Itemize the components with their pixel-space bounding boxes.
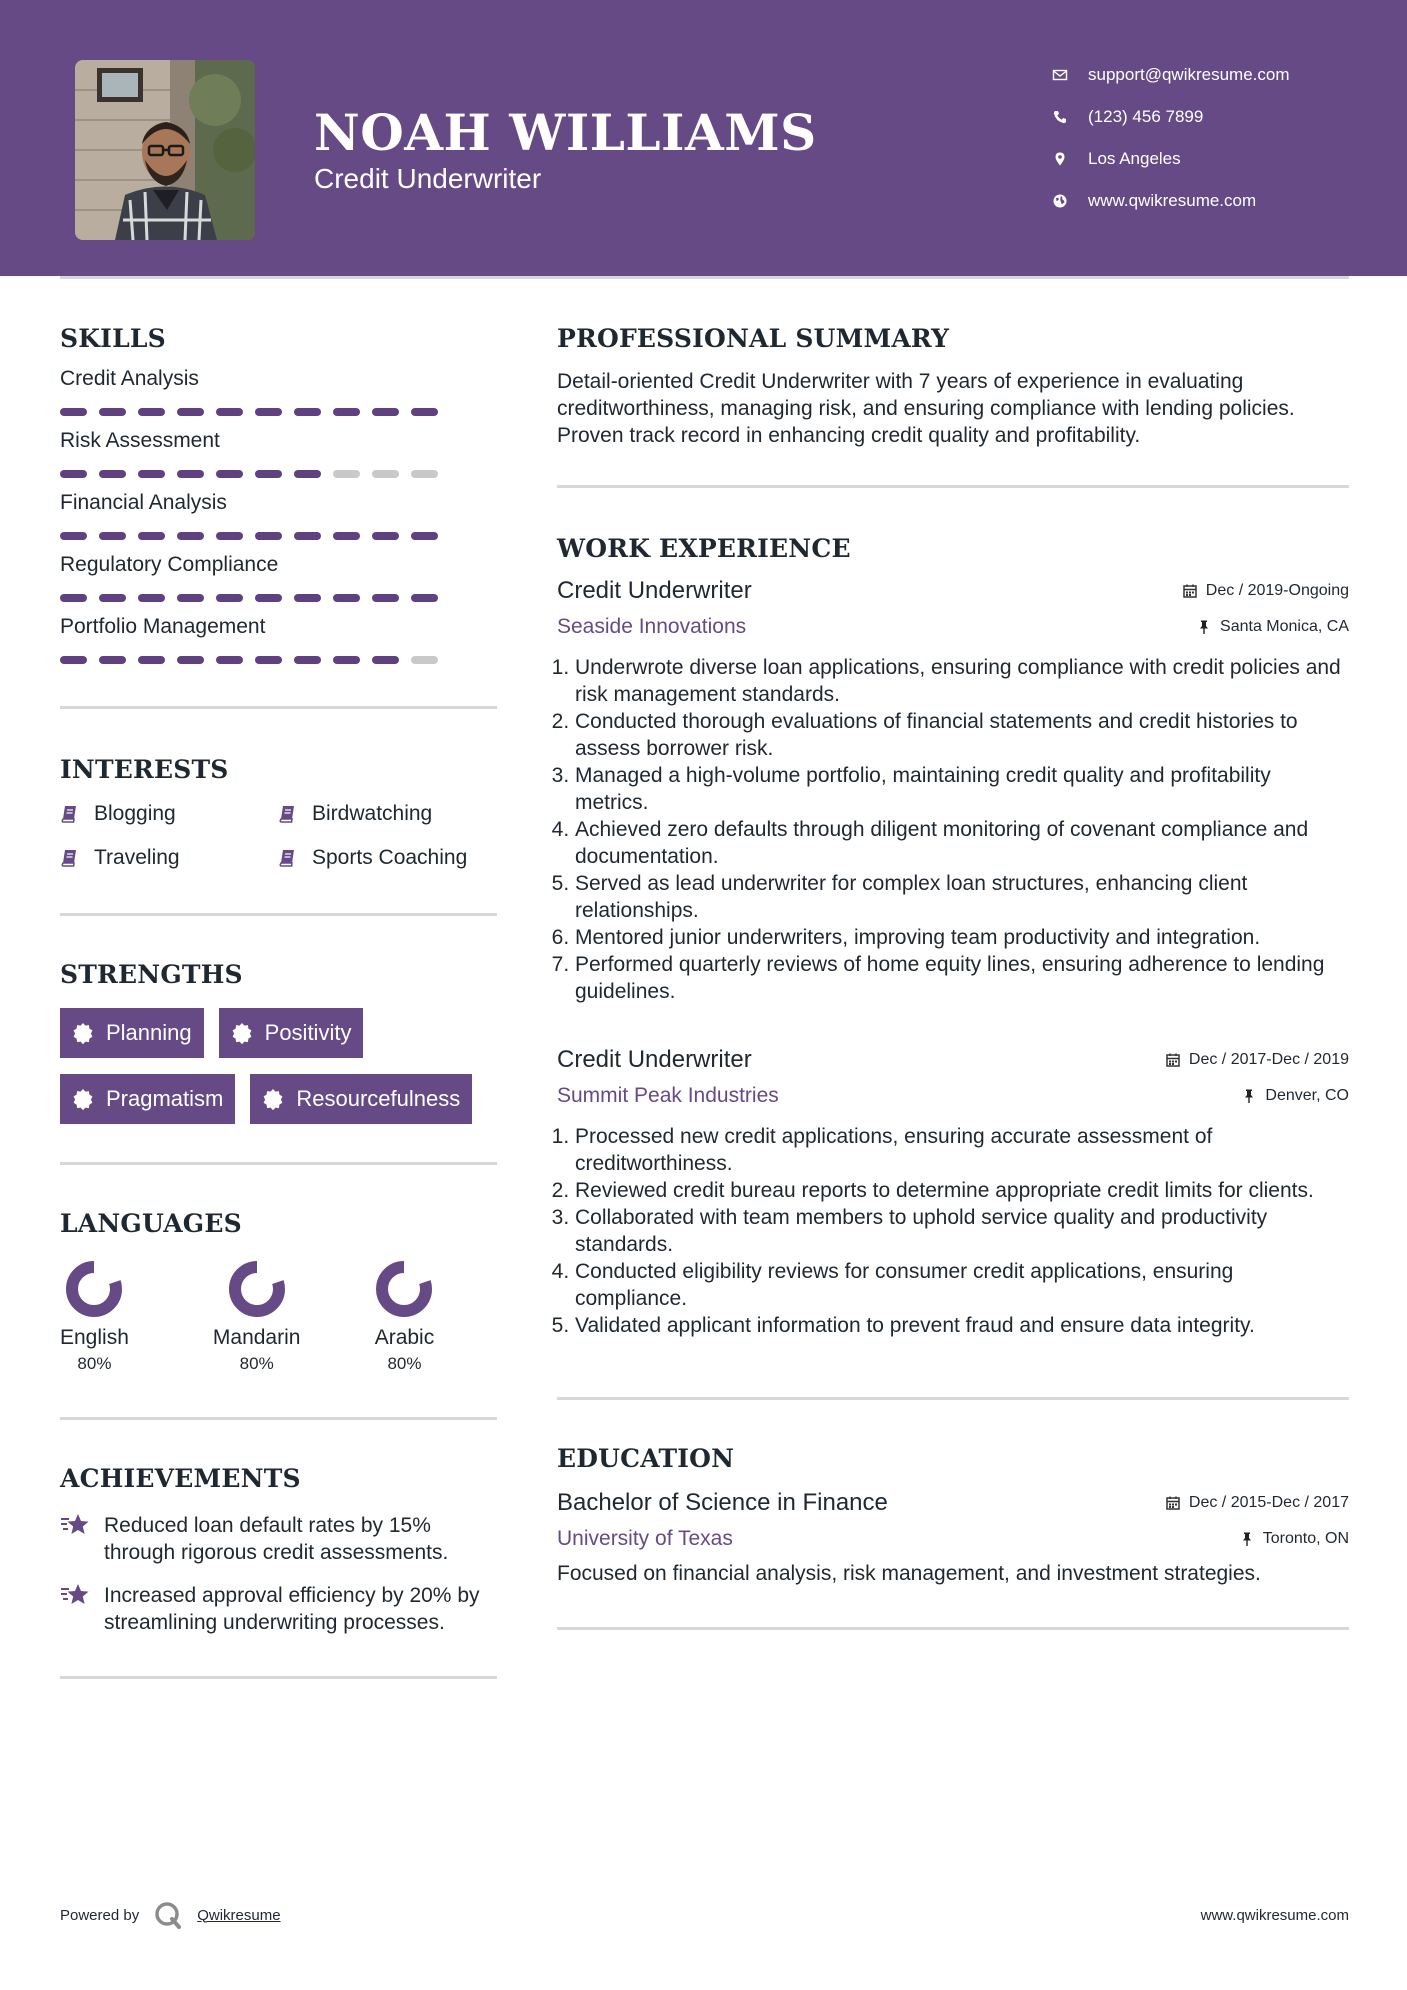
interest-label: Birdwatching bbox=[312, 802, 433, 825]
skill-level-segment bbox=[99, 470, 126, 478]
skills-list bbox=[60, 366, 497, 664]
language-name: English bbox=[60, 1326, 129, 1349]
book-icon bbox=[60, 804, 94, 824]
skill-level-segment bbox=[99, 656, 126, 664]
languages-title: LANGUAGES bbox=[60, 1209, 242, 1238]
responsibility-item: 4. Achieved zero defaults through diligent monitoring of covenant compliance and documentation. bbox=[575, 816, 1349, 870]
job-title: Credit Underwriter bbox=[557, 1046, 752, 1073]
skill-level-segment bbox=[99, 532, 126, 540]
section-divider bbox=[60, 1162, 497, 1165]
skill-level-segment bbox=[177, 656, 204, 664]
responsibility-item: 2. Reviewed credit bureau reports to determine appropriate credit limits for clients. bbox=[575, 1177, 1349, 1204]
responsibility-item: 5. Validated applicant information to prevent fraud and ensure data integrity. bbox=[575, 1312, 1349, 1339]
skill-level-segment bbox=[372, 408, 399, 416]
skill-level-segment bbox=[294, 408, 321, 416]
responsibility-item: 6. Mentored junior underwriters, improving team productivity and integration. bbox=[575, 924, 1349, 951]
job-entry bbox=[557, 1045, 1349, 1339]
skill-level-segment bbox=[99, 594, 126, 602]
language-item bbox=[374, 1259, 434, 1375]
achievements-title: ACHIEVEMENTS bbox=[60, 1464, 301, 1493]
skill-item bbox=[60, 614, 497, 664]
skill-level-segment bbox=[60, 470, 87, 478]
achievement-item bbox=[60, 1512, 497, 1566]
skill-level-segment bbox=[60, 594, 87, 602]
contact-location-text: Los Angeles bbox=[1088, 149, 1181, 168]
interest-item bbox=[278, 799, 497, 829]
book-icon bbox=[60, 848, 94, 868]
strength-tag bbox=[60, 1008, 204, 1058]
strength-tag bbox=[60, 1074, 235, 1124]
qwikresume-link[interactable]: Qwikresume bbox=[197, 1906, 281, 1924]
skill-level-segment bbox=[372, 470, 399, 478]
interest-item bbox=[60, 799, 278, 829]
badge-icon bbox=[262, 1088, 296, 1110]
languages-section bbox=[60, 1209, 497, 1375]
calendar-icon bbox=[1165, 1495, 1181, 1511]
education-date bbox=[1165, 1494, 1349, 1512]
education-school: University of Texas bbox=[557, 1527, 733, 1550]
skill-level-segment bbox=[60, 408, 87, 416]
language-percent: 80% bbox=[77, 1354, 112, 1373]
contact-email[interactable] bbox=[1050, 54, 1390, 96]
contact-website-text: www.qwikresume.com bbox=[1088, 191, 1257, 210]
book-icon bbox=[278, 848, 312, 868]
education-entry bbox=[557, 1488, 1349, 1587]
skill-name: Risk Assessment bbox=[60, 429, 220, 452]
skill-level-segment bbox=[60, 656, 87, 664]
location-pin-icon bbox=[1050, 151, 1088, 167]
skill-level-segment bbox=[216, 470, 243, 478]
pushpin-icon bbox=[1239, 1531, 1255, 1547]
strength-label: Planning bbox=[106, 1020, 192, 1045]
badge-icon bbox=[72, 1088, 106, 1110]
strengths-section bbox=[60, 960, 497, 1124]
section-divider bbox=[60, 1676, 497, 1679]
skill-level-segment bbox=[255, 594, 282, 602]
skill-level-segment bbox=[138, 656, 165, 664]
skill-level-segment bbox=[294, 594, 321, 602]
company-name: Summit Peak Industries bbox=[557, 1084, 779, 1107]
interest-item bbox=[278, 843, 497, 873]
language-item bbox=[60, 1259, 129, 1375]
skill-level-segment bbox=[177, 470, 204, 478]
skill-name: Regulatory Compliance bbox=[60, 553, 279, 576]
summary-section bbox=[557, 324, 1349, 449]
pushpin-icon bbox=[1196, 619, 1220, 635]
powered-by-label: Powered by bbox=[60, 1906, 140, 1924]
responsibility-item: 4. Conducted eligibility reviews for consumer credit applications, ensuring compliance. bbox=[575, 1258, 1349, 1312]
skill-level-segment bbox=[411, 408, 438, 416]
skill-level-segment bbox=[411, 532, 438, 540]
interest-label: Traveling bbox=[94, 846, 180, 869]
interest-item bbox=[60, 843, 278, 873]
skill-level-segment bbox=[255, 408, 282, 416]
skill-level-segment bbox=[372, 532, 399, 540]
skill-level-segment bbox=[255, 532, 282, 540]
achievements-list bbox=[60, 1512, 497, 1636]
powered-by bbox=[60, 1900, 281, 1930]
achievement-text: Increased approval efficiency by 20% by streamlining underwriting processes. bbox=[104, 1584, 480, 1634]
language-name: Mandarin bbox=[212, 1326, 301, 1349]
candidate-title: Credit Underwriter bbox=[314, 163, 542, 194]
strength-label: Resourcefulness bbox=[296, 1086, 461, 1111]
language-proficiency-ring bbox=[374, 1259, 434, 1319]
skill-level-bars bbox=[60, 532, 497, 540]
job-header bbox=[557, 576, 1349, 606]
education-description: Focused on financial analysis, risk management, and investment strategies. bbox=[557, 1562, 1261, 1585]
skill-level-segment bbox=[177, 594, 204, 602]
skill-name: Financial Analysis bbox=[60, 491, 227, 514]
education-title: EDUCATION bbox=[557, 1444, 735, 1473]
skill-level-segment bbox=[372, 656, 399, 664]
section-divider bbox=[60, 913, 497, 916]
skill-level-segment bbox=[333, 594, 360, 602]
job-date-text: Dec / 2017-Dec / 2019 bbox=[1188, 1051, 1349, 1068]
job-date bbox=[1182, 582, 1349, 600]
resume-header bbox=[0, 0, 1407, 276]
strength-tag bbox=[219, 1008, 364, 1058]
calendar-icon bbox=[1165, 1052, 1189, 1068]
job-responsibilities bbox=[557, 654, 1349, 1005]
header-divider bbox=[60, 276, 1349, 279]
job-location-text: Denver, CO bbox=[1265, 1087, 1349, 1104]
phone-icon bbox=[1050, 109, 1088, 125]
skill-level-bars bbox=[60, 594, 497, 602]
page-footer bbox=[60, 1898, 1349, 1932]
responsibility-item: 2. Conducted thorough evaluations of financial statements and credit histories to assess borrower risk. bbox=[575, 708, 1349, 762]
language-proficiency-ring bbox=[227, 1259, 287, 1319]
skill-item bbox=[60, 366, 497, 416]
strength-tag bbox=[250, 1074, 472, 1124]
star-icon bbox=[60, 1582, 104, 1608]
candidate-name: NOAH WILLIAMS bbox=[314, 103, 817, 162]
profile-photo bbox=[75, 60, 255, 240]
achievements-section bbox=[60, 1464, 497, 1636]
envelope-icon bbox=[1050, 67, 1088, 83]
globe-icon bbox=[1050, 193, 1088, 209]
skill-level-segment bbox=[411, 470, 438, 478]
contact-website[interactable] bbox=[1050, 180, 1390, 222]
skills-section bbox=[60, 324, 497, 664]
skill-level-segment bbox=[216, 656, 243, 664]
section-divider bbox=[60, 1417, 497, 1420]
language-item bbox=[213, 1259, 301, 1375]
contact-phone-text: (123) 456 7899 bbox=[1088, 107, 1204, 126]
interest-label: Blogging bbox=[94, 802, 176, 825]
skill-level-segment bbox=[333, 656, 360, 664]
job-responsibilities bbox=[557, 1123, 1349, 1339]
right-column bbox=[557, 300, 1349, 1630]
interest-label: Sports Coaching bbox=[312, 846, 468, 869]
skill-level-segment bbox=[294, 532, 321, 540]
profile-photo-illustration bbox=[75, 60, 255, 240]
interests-list bbox=[60, 799, 497, 873]
skill-level-segment bbox=[372, 594, 399, 602]
company-name: Seaside Innovations bbox=[557, 615, 747, 638]
skill-level-bars bbox=[60, 470, 497, 478]
skill-level-bars bbox=[60, 408, 497, 416]
skill-level-bars bbox=[60, 656, 497, 664]
education-section bbox=[557, 1444, 1349, 1587]
education-location-text: Toronto, ON bbox=[1262, 1530, 1349, 1547]
job-entry bbox=[557, 576, 1349, 1005]
responsibility-item: 5. Served as lead underwriter for complex loan structures, enhancing client relationships. bbox=[575, 870, 1349, 924]
section-divider bbox=[60, 706, 497, 709]
skill-level-segment bbox=[333, 470, 360, 478]
job-subheader bbox=[557, 614, 1349, 640]
achievement-item bbox=[60, 1582, 497, 1636]
education-degree: Bachelor of Science in Finance bbox=[557, 1489, 888, 1516]
strengths-title: STRENGTHS bbox=[60, 960, 243, 989]
skill-item bbox=[60, 490, 497, 540]
summary-title: PROFESSIONAL SUMMARY bbox=[557, 324, 950, 353]
skill-level-segment bbox=[138, 594, 165, 602]
interests-title: INTERESTS bbox=[60, 755, 229, 784]
strengths-list bbox=[60, 1008, 497, 1124]
badge-icon bbox=[231, 1022, 265, 1044]
languages-list bbox=[60, 1259, 497, 1375]
contact-phone[interactable] bbox=[1050, 96, 1390, 138]
education-date-text: Dec / 2015-Dec / 2017 bbox=[1188, 1494, 1349, 1511]
section-divider bbox=[557, 1627, 1349, 1630]
badge-icon bbox=[72, 1022, 106, 1044]
pushpin-icon bbox=[1241, 1088, 1265, 1104]
skill-level-segment bbox=[177, 532, 204, 540]
skill-level-segment bbox=[60, 532, 87, 540]
experience-section bbox=[557, 534, 1349, 1339]
skill-level-segment bbox=[294, 470, 321, 478]
section-divider bbox=[557, 1397, 1349, 1400]
job-location-text: Santa Monica, CA bbox=[1220, 618, 1349, 635]
qwikresume-logo-icon bbox=[153, 1900, 183, 1930]
language-name: Arabic bbox=[374, 1326, 435, 1349]
skill-level-segment bbox=[411, 594, 438, 602]
job-header bbox=[557, 1045, 1349, 1075]
responsibility-item: 3. Collaborated with team members to uphold service quality and productivity standards. bbox=[575, 1204, 1349, 1258]
skill-level-segment bbox=[138, 408, 165, 416]
contact-email-text: support@qwikresume.com bbox=[1088, 65, 1290, 84]
job-location bbox=[1196, 618, 1349, 636]
job-location bbox=[1241, 1087, 1349, 1105]
skill-level-segment bbox=[255, 656, 282, 664]
skill-level-segment bbox=[99, 408, 126, 416]
skill-name: Portfolio Management bbox=[60, 615, 266, 638]
left-column bbox=[60, 300, 497, 1679]
skill-level-segment bbox=[216, 594, 243, 602]
skill-level-segment bbox=[216, 408, 243, 416]
strength-label: Pragmatism bbox=[106, 1086, 224, 1111]
jobs-list bbox=[557, 576, 1349, 1339]
responsibility-item: 1. Underwrote diverse loan applications, ensuring compliance with credit policies and risk management standards. bbox=[575, 654, 1349, 708]
job-subheader bbox=[557, 1083, 1349, 1109]
skills-title: SKILLS bbox=[60, 324, 166, 353]
language-percent: 80% bbox=[239, 1354, 274, 1373]
experience-title: WORK EXPERIENCE bbox=[557, 534, 851, 563]
section-divider bbox=[557, 485, 1349, 488]
job-title: Credit Underwriter bbox=[557, 577, 752, 604]
language-proficiency-ring bbox=[64, 1259, 124, 1319]
calendar-icon bbox=[1182, 583, 1206, 599]
star-icon bbox=[60, 1512, 104, 1538]
skill-level-segment bbox=[294, 656, 321, 664]
job-date bbox=[1165, 1051, 1349, 1069]
skill-level-segment bbox=[177, 408, 204, 416]
skill-name: Credit Analysis bbox=[60, 367, 199, 390]
skill-level-segment bbox=[216, 532, 243, 540]
skill-level-segment bbox=[255, 470, 282, 478]
responsibility-item: 3. Managed a high-volume portfolio, maintaining credit quality and profitability metrics. bbox=[575, 762, 1349, 816]
skill-level-segment bbox=[138, 532, 165, 540]
interests-section bbox=[60, 755, 497, 873]
contact-list bbox=[1050, 54, 1390, 222]
education-location bbox=[1239, 1530, 1349, 1548]
achievement-text: Reduced loan default rates by 15% through rigorous credit assessments. bbox=[104, 1514, 449, 1564]
responsibility-item: 7. Performed quarterly reviews of home equity lines, ensuring adherence to lending guidelines. bbox=[575, 951, 1349, 1005]
strength-label: Positivity bbox=[264, 1020, 352, 1045]
footer-website-link[interactable]: www.qwikresume.com bbox=[1200, 1906, 1349, 1924]
responsibility-item: 1. Processed new credit applications, ensuring accurate assessment of creditworthiness. bbox=[575, 1123, 1349, 1177]
skill-item bbox=[60, 428, 497, 478]
skill-level-segment bbox=[138, 470, 165, 478]
skill-level-segment bbox=[411, 656, 438, 664]
skill-level-segment bbox=[333, 408, 360, 416]
summary-text: Detail-oriented Credit Underwriter with 7 years of experience in evaluating creditworthiness, managing risk, and ensuring compliance with lending policies. Proven track record in enhancing credit quality and profitability. bbox=[557, 370, 1295, 447]
skill-level-segment bbox=[333, 532, 360, 540]
job-date-text: Dec / 2019-Ongoing bbox=[1205, 582, 1349, 599]
contact-location bbox=[1050, 138, 1390, 180]
book-icon bbox=[278, 804, 312, 824]
skill-item bbox=[60, 552, 497, 602]
language-percent: 80% bbox=[387, 1354, 422, 1373]
